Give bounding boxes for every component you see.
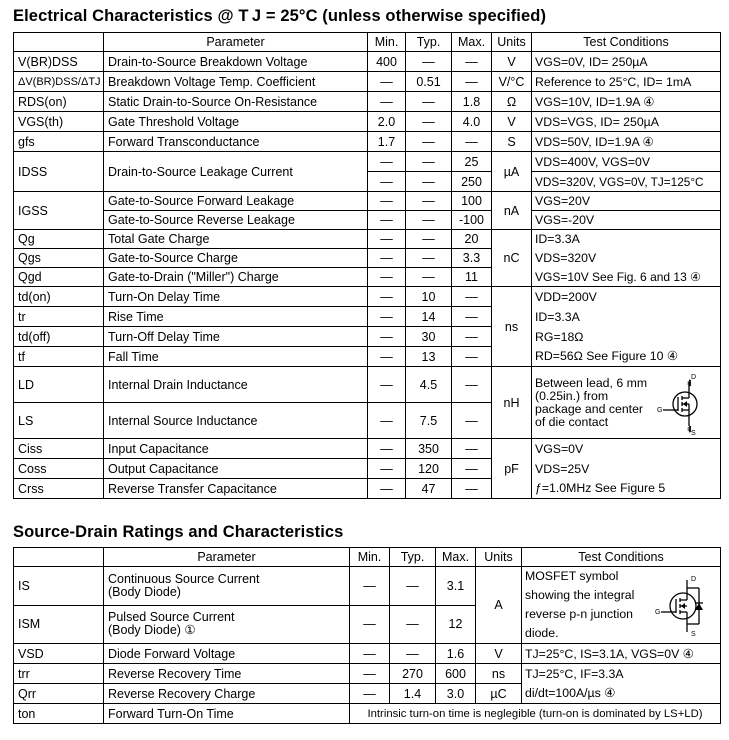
typ-cell: 13: [406, 347, 452, 367]
max-cell: 20: [452, 230, 492, 249]
units-cell: V: [492, 112, 532, 132]
typ-cell: —: [406, 112, 452, 132]
typ-cell: 47: [406, 479, 452, 499]
parameter-cell: Diode Forward Voltage: [104, 644, 350, 664]
diagram-label-g: G: [657, 406, 663, 414]
parameter-cell: Output Capacitance: [104, 459, 368, 479]
symbol-cell: VSD: [14, 644, 104, 664]
parameter-cell: Gate-to-Drain ("Miller") Charge: [104, 268, 368, 287]
typ-cell: —: [406, 230, 452, 249]
max-cell: 100: [452, 192, 492, 211]
symbol-cell: Coss: [14, 459, 104, 479]
table-row: [14, 664, 721, 684]
table-row: [14, 287, 721, 307]
typ-cell: —: [406, 268, 452, 287]
table-row: [14, 92, 721, 112]
min-cell: —: [368, 403, 406, 439]
parameter-cell: Turn-On Delay Time: [104, 287, 368, 307]
symbol-cell: ΔV(BR)DSS/ΔTJ: [14, 72, 104, 92]
conditions-cell: VGS=0V, ID= 250µA: [532, 52, 721, 72]
symbol-cell: VGS(th): [14, 112, 104, 132]
header-typ: Typ.: [390, 548, 436, 567]
parameter-cell: Reverse Transfer Capacitance: [104, 479, 368, 499]
max-cell: 4.0: [452, 112, 492, 132]
min-cell: —: [368, 72, 406, 92]
parameter-cell: Reverse Recovery Time: [104, 664, 350, 684]
conditions-cell: VGS=20V: [532, 192, 721, 211]
parameter-cell: Fall Time: [104, 347, 368, 367]
min-cell: —: [368, 192, 406, 211]
symbol-cell: gfs: [14, 132, 104, 152]
conditions-cell: VDS=VGS, ID= 250µA: [532, 112, 721, 132]
diagram-label-s: S: [691, 429, 696, 436]
max-cell: —: [452, 132, 492, 152]
typ-cell: 14: [406, 307, 452, 327]
conditions-cell: VGS=0V: [532, 439, 721, 459]
table-row: [14, 192, 721, 211]
units-cell: µA: [492, 152, 532, 192]
units-cell: µC: [476, 684, 522, 704]
max-cell: 3.1: [436, 567, 476, 606]
conditions-cell: ID=3.3A: [532, 230, 721, 249]
symbol-cell: ISM: [14, 605, 104, 644]
electrical-characteristics-table: [13, 32, 721, 499]
conditions-cell: VGS=-20V: [532, 211, 721, 230]
symbol-cell: td(off): [14, 327, 104, 347]
parameter-cell: Static Drain-to-Source On-Resistance: [104, 92, 368, 112]
parameter-cell: Forward Transconductance: [104, 132, 368, 152]
symbol-cell: LS: [14, 403, 104, 439]
conditions-cell: VDS=320V: [532, 249, 721, 268]
parameter-cell: Input Capacitance: [104, 439, 368, 459]
symbol-cell: IGSS: [14, 192, 104, 230]
conditions-cell: ID=3.3A: [532, 307, 721, 327]
typ-cell: —: [406, 52, 452, 72]
table-row: [14, 567, 721, 606]
conditions-cell: VDS=50V, ID=1.9A ④: [532, 132, 721, 152]
header-symbol: [14, 548, 104, 567]
max-cell: —: [452, 367, 492, 403]
symbol-cell: V(BR)DSS: [14, 52, 104, 72]
symbol-cell: td(on): [14, 287, 104, 307]
parameter-cell: Drain-to-Source Leakage Current: [104, 152, 368, 192]
min-cell: —: [368, 92, 406, 112]
parameter-cell: Internal Source Inductance: [104, 403, 368, 439]
min-cell: —: [368, 439, 406, 459]
conditions-cell: TJ=25°C, IS=3.1A, VGS=0V ④: [522, 644, 721, 664]
units-cell: pF: [492, 439, 532, 499]
min-cell: —: [368, 268, 406, 287]
inductance-conditions-text: Between lead, 6 mm (0.25in.) from package and center of die contact: [535, 375, 648, 429]
diode-diagram-label-d: D: [691, 576, 697, 583]
min-cell: —: [350, 644, 390, 664]
table-header-row: [14, 33, 721, 52]
parameter-cell: Reverse Recovery Charge: [104, 684, 350, 704]
header-units: Units: [476, 548, 522, 567]
max-cell: -100: [452, 211, 492, 230]
section-title-source-drain: Source-Drain Ratings and Characteristics: [13, 523, 344, 541]
conditions-cell: Reference to 25°C, ID= 1mA: [532, 72, 721, 92]
typ-cell: 0.51: [406, 72, 452, 92]
source-drain-table: [13, 547, 721, 724]
min-cell: —: [368, 211, 406, 230]
table-row: [14, 644, 721, 664]
parameter-cell: Drain-to-Source Breakdown Voltage: [104, 52, 368, 72]
conditions-cell: VDS=400V, VGS=0V: [532, 152, 721, 172]
max-cell: 3.0: [436, 684, 476, 704]
max-cell: —: [452, 347, 492, 367]
mosfet-diode-symbol-diagram: [653, 572, 713, 638]
table-row: [14, 367, 721, 403]
inductance-conditions-cell: [532, 367, 721, 439]
typ-cell: —: [406, 92, 452, 112]
min-cell: —: [368, 230, 406, 249]
typ-cell: —: [406, 249, 452, 268]
header-max: Max.: [436, 548, 476, 567]
max-cell: —: [452, 403, 492, 439]
max-cell: 3.3: [452, 249, 492, 268]
conditions-cell: VGS=10V See Fig. 6 and 13 ④: [532, 268, 721, 287]
min-cell: —: [350, 567, 390, 606]
conditions-cell: VDS=320V, VGS=0V, TJ=125°C: [532, 172, 721, 192]
min-cell: —: [368, 152, 406, 172]
table-row: [14, 152, 721, 172]
max-cell: —: [452, 459, 492, 479]
typ-cell: 1.4: [390, 684, 436, 704]
units-cell: ns: [476, 664, 522, 684]
min-cell: 400: [368, 52, 406, 72]
table-row: [14, 112, 721, 132]
table-row: [14, 268, 721, 287]
conditions-cell: di/dt=100A/µs ④: [522, 684, 721, 704]
typ-cell: 350: [406, 439, 452, 459]
header-max: Max.: [452, 33, 492, 52]
max-cell: —: [452, 439, 492, 459]
table-row: [14, 72, 721, 92]
units-cell: nA: [492, 192, 532, 230]
min-cell: —: [368, 347, 406, 367]
table-row: [14, 704, 721, 724]
typ-cell: 30: [406, 327, 452, 347]
units-cell: V: [476, 644, 522, 664]
symbol-cell: LD: [14, 367, 104, 403]
diagram-label-d: D: [691, 373, 697, 381]
typ-cell: —: [390, 605, 436, 644]
symbol-cell: trr: [14, 664, 104, 684]
table-row: [14, 684, 721, 704]
min-cell: —: [368, 249, 406, 268]
header-typ: Typ.: [406, 33, 452, 52]
table-row: [14, 211, 721, 230]
header-min: Min.: [368, 33, 406, 52]
min-cell: —: [368, 287, 406, 307]
typ-cell: —: [406, 192, 452, 211]
typ-cell: —: [390, 644, 436, 664]
symbol-cell: RDS(on): [14, 92, 104, 112]
typ-cell: —: [406, 152, 452, 172]
turn-on-note-cell: Intrinsic turn-on time is neglegible (turn-on is dominated by LS+LD): [350, 704, 721, 724]
conditions-cell: RD=56Ω See Figure 10 ④: [532, 347, 721, 367]
diode-diagram-label-g: G: [655, 609, 661, 616]
min-cell: 1.7: [368, 132, 406, 152]
symbol-cell: Qgs: [14, 249, 104, 268]
max-cell: —: [452, 287, 492, 307]
parameter-cell: Gate-to-Source Forward Leakage: [104, 192, 368, 211]
typ-cell: 120: [406, 459, 452, 479]
min-cell: —: [368, 172, 406, 192]
symbol-cell: Qg: [14, 230, 104, 249]
table-row: [14, 249, 721, 268]
symbol-cell: IS: [14, 567, 104, 606]
symbol-cell: Crss: [14, 479, 104, 499]
typ-cell: 10: [406, 287, 452, 307]
parameter-cell: Breakdown Voltage Temp. Coefficient: [104, 72, 368, 92]
table-row: [14, 347, 721, 367]
typ-cell: —: [406, 132, 452, 152]
min-cell: 2.0: [368, 112, 406, 132]
symbol-cell: tr: [14, 307, 104, 327]
table-header-row: [14, 548, 721, 567]
conditions-cell: VDD=200V: [532, 287, 721, 307]
min-cell: —: [350, 605, 390, 644]
units-cell: V/°C: [492, 72, 532, 92]
typ-cell: —: [406, 172, 452, 192]
typ-cell: —: [406, 211, 452, 230]
units-cell: S: [492, 132, 532, 152]
symbol-cell: Ciss: [14, 439, 104, 459]
min-cell: —: [368, 327, 406, 347]
header-parameter: Parameter: [104, 33, 368, 52]
table-row: [14, 230, 721, 249]
typ-cell: 4.5: [406, 367, 452, 403]
parameter-cell: Pulsed Source Current (Body Diode) ①: [104, 605, 350, 644]
max-cell: —: [452, 52, 492, 72]
max-cell: —: [452, 307, 492, 327]
table-row: [14, 439, 721, 459]
symbol-cell: ton: [14, 704, 104, 724]
symbol-cell: Qrr: [14, 684, 104, 704]
parameter-cell: Turn-Off Delay Time: [104, 327, 368, 347]
max-cell: 12: [436, 605, 476, 644]
conditions-cell: RG=18Ω: [532, 327, 721, 347]
table-row: [14, 132, 721, 152]
header-symbol: [14, 33, 104, 52]
table-row: [14, 307, 721, 327]
conditions-cell: TJ=25°C, IF=3.3A: [522, 664, 721, 684]
min-cell: —: [368, 307, 406, 327]
units-cell: nC: [492, 230, 532, 287]
table-row: [14, 459, 721, 479]
units-cell: Ω: [492, 92, 532, 112]
table-row: [14, 327, 721, 347]
conditions-cell: VGS=10V, ID=1.9A ④: [532, 92, 721, 112]
min-cell: —: [368, 459, 406, 479]
conditions-cell: ƒ=1.0MHz See Figure 5: [532, 479, 721, 499]
header-parameter: Parameter: [104, 548, 350, 567]
header-min: Min.: [350, 548, 390, 567]
parameter-cell: Internal Drain Inductance: [104, 367, 368, 403]
min-cell: —: [350, 664, 390, 684]
parameter-cell: Gate Threshold Voltage: [104, 112, 368, 132]
header-conditions: Test Conditions: [522, 548, 721, 567]
diode-conditions-text: MOSFET symbol showing the integral reverse p-n junction diode.: [525, 569, 635, 640]
mosfet-symbol-diagram: [649, 370, 713, 436]
max-cell: 11: [452, 268, 492, 287]
max-cell: —: [452, 479, 492, 499]
units-cell: V: [492, 52, 532, 72]
parameter-cell: Continuous Source Current (Body Diode): [104, 567, 350, 606]
max-cell: —: [452, 327, 492, 347]
diode-diagram-label-s: S: [691, 631, 696, 638]
header-conditions: Test Conditions: [532, 33, 721, 52]
typ-cell: —: [390, 567, 436, 606]
parameter-cell: Rise Time: [104, 307, 368, 327]
typ-cell: 7.5: [406, 403, 452, 439]
section-title-electrical: Electrical Characteristics @ T J = 25°C (unless otherwise specified): [13, 7, 547, 25]
units-cell: nH: [492, 367, 532, 439]
typ-cell: 270: [390, 664, 436, 684]
header-units: Units: [492, 33, 532, 52]
max-cell: 25: [452, 152, 492, 172]
units-cell: A: [476, 567, 522, 644]
table-row: [14, 479, 721, 499]
parameter-cell: Gate-to-Source Reverse Leakage: [104, 211, 368, 230]
min-cell: —: [368, 479, 406, 499]
symbol-cell: tf: [14, 347, 104, 367]
table-row: [14, 52, 721, 72]
max-cell: 1.8: [452, 92, 492, 112]
parameter-cell: Total Gate Charge: [104, 230, 368, 249]
max-cell: —: [452, 72, 492, 92]
conditions-cell: VDS=25V: [532, 459, 721, 479]
diode-conditions-cell: [522, 567, 721, 644]
max-cell: 1.6: [436, 644, 476, 664]
min-cell: —: [350, 684, 390, 704]
parameter-cell: Forward Turn-On Time: [104, 704, 350, 724]
parameter-cell: Gate-to-Source Charge: [104, 249, 368, 268]
max-cell: 600: [436, 664, 476, 684]
symbol-cell: IDSS: [14, 152, 104, 192]
symbol-cell: Qgd: [14, 268, 104, 287]
min-cell: —: [368, 367, 406, 403]
units-cell: ns: [492, 287, 532, 367]
max-cell: 250: [452, 172, 492, 192]
